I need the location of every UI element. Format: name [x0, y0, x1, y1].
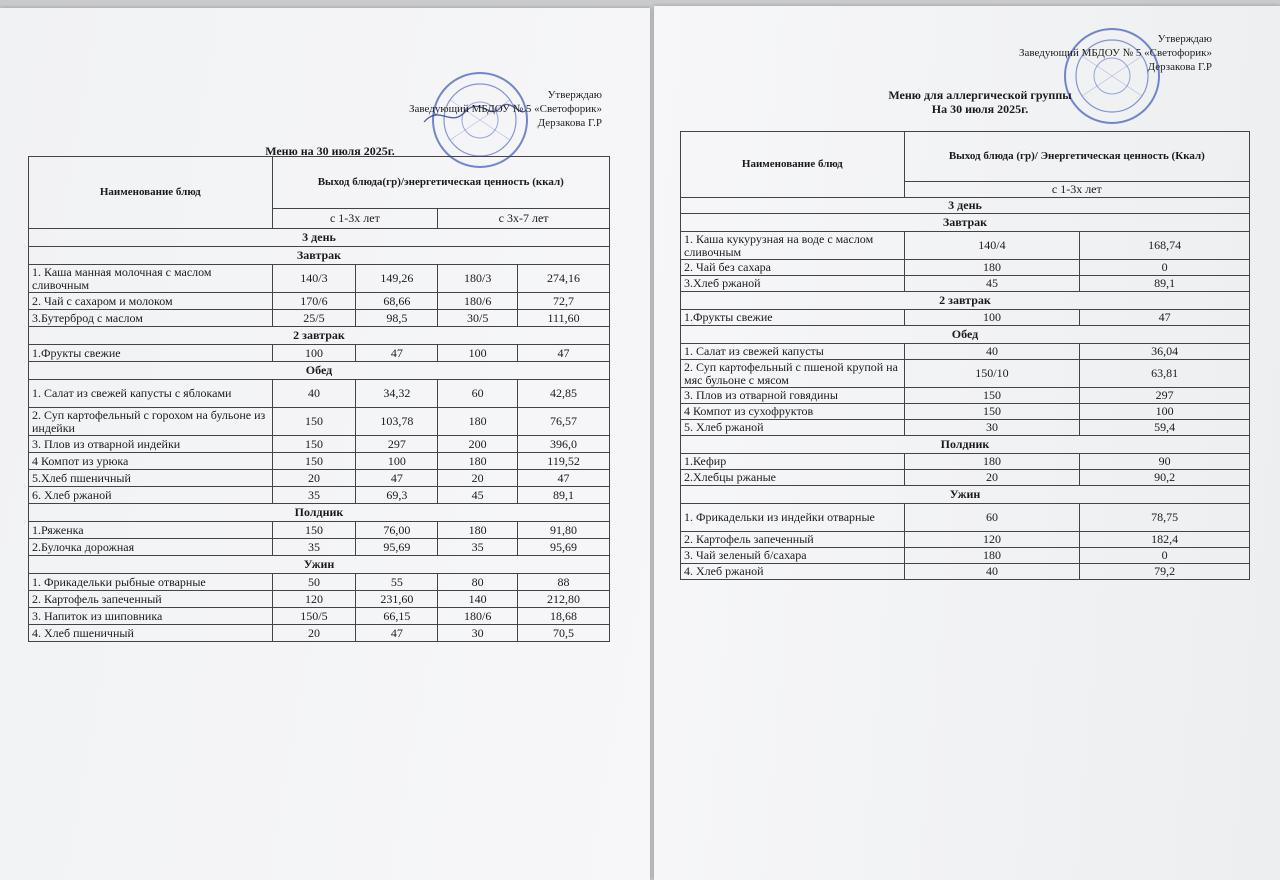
dish-name: 3.Бутерброд с маслом	[29, 310, 273, 327]
value-cell: 140	[438, 591, 518, 608]
table-row	[29, 487, 610, 504]
value-cell: 180/6	[438, 608, 518, 625]
right-approval-block	[960, 32, 1212, 74]
value-cell: 47	[518, 345, 610, 362]
value-cell: 30/5	[438, 310, 518, 327]
value-cell: 182,4	[1080, 532, 1250, 548]
value-cell: 89,1	[518, 487, 610, 504]
table-row	[681, 548, 1250, 564]
table-row	[29, 345, 610, 362]
column-header-name: Наименование блюд	[29, 157, 273, 229]
dish-name: 3. Плов из отварной говядины	[681, 388, 905, 404]
day-label: 3 день	[29, 229, 610, 247]
value-cell: 45	[904, 276, 1080, 292]
dish-name: 2. Картофель запеченный	[681, 532, 905, 548]
value-cell: 119,52	[518, 453, 610, 470]
value-cell: 297	[356, 436, 438, 453]
value-cell: 76,00	[356, 522, 438, 539]
table-row	[681, 470, 1250, 486]
value-cell: 180/3	[438, 265, 518, 293]
value-cell: 68,66	[356, 293, 438, 310]
table-row	[29, 539, 610, 556]
right-menu-title	[830, 88, 1130, 116]
column-header-output: Выход блюда(гр)/энергетическая ценность (ккал)	[272, 157, 609, 209]
table-row	[681, 276, 1250, 292]
value-cell: 47	[356, 625, 438, 642]
value-cell: 180	[438, 522, 518, 539]
value-cell: 35	[272, 539, 356, 556]
dish-name: 3. Напиток из шиповника	[29, 608, 273, 625]
value-cell: 100	[1080, 404, 1250, 420]
value-cell: 150	[272, 408, 356, 436]
value-cell: 103,78	[356, 408, 438, 436]
value-cell: 35	[438, 539, 518, 556]
table-row	[29, 380, 610, 408]
value-cell: 149,26	[356, 265, 438, 293]
value-cell: 180	[438, 453, 518, 470]
value-cell: 231,60	[356, 591, 438, 608]
value-cell: 18,68	[518, 608, 610, 625]
value-cell: 20	[272, 470, 356, 487]
value-cell: 66,15	[356, 608, 438, 625]
value-cell: 25/5	[272, 310, 356, 327]
value-cell: 297	[1080, 388, 1250, 404]
value-cell: 120	[904, 532, 1080, 548]
approval-person: Дерзакова Г.Р	[1147, 61, 1212, 73]
value-cell: 150	[904, 404, 1080, 420]
value-cell: 79,2	[1080, 564, 1250, 580]
meal-section-title: 2 завтрак	[681, 292, 1250, 310]
value-cell: 60	[438, 380, 518, 408]
value-cell: 59,4	[1080, 420, 1250, 436]
value-cell: 76,57	[518, 408, 610, 436]
meal-section-title: Завтрак	[29, 247, 610, 265]
dish-name: 1.Фрукты свежие	[29, 345, 273, 362]
value-cell: 180	[438, 408, 518, 436]
meal-section-title: Полдник	[681, 436, 1250, 454]
value-cell: 170/6	[272, 293, 356, 310]
dish-name: 5.Хлеб пшеничный	[29, 470, 273, 487]
dish-name: 2. Чай с сахаром и молоком	[29, 293, 273, 310]
dish-name: 4. Хлеб пшеничный	[29, 625, 273, 642]
left-approval-block	[340, 88, 602, 130]
table-row	[29, 408, 610, 436]
value-cell: 0	[1080, 548, 1250, 564]
value-cell: 55	[356, 574, 438, 591]
value-cell: 30	[438, 625, 518, 642]
value-cell: 200	[438, 436, 518, 453]
value-cell: 80	[438, 574, 518, 591]
table-row	[681, 420, 1250, 436]
value-cell: 91,80	[518, 522, 610, 539]
value-cell: 30	[904, 420, 1080, 436]
value-cell: 95,69	[356, 539, 438, 556]
dish-name: 2.Булочка дорожная	[29, 539, 273, 556]
value-cell: 95,69	[518, 539, 610, 556]
meal-section-title: 2 завтрак	[29, 327, 610, 345]
dish-name: 6. Хлеб ржаной	[29, 487, 273, 504]
dish-name: 1. Каша кукурузная на воде с маслом сливочным	[681, 232, 905, 260]
day-label: 3 день	[681, 198, 1250, 214]
dish-name: 2. Суп картофельный с пшеной крупой на мяс бульоне с мясом	[681, 360, 905, 388]
column-header-age-1-3: с 1-3х лет	[904, 182, 1249, 198]
value-cell: 168,74	[1080, 232, 1250, 260]
table-row	[681, 260, 1250, 276]
value-cell: 100	[356, 453, 438, 470]
value-cell: 42,85	[518, 380, 610, 408]
value-cell: 100	[272, 345, 356, 362]
meal-section-title: Ужин	[681, 486, 1250, 504]
value-cell: 47	[356, 470, 438, 487]
value-cell: 20	[904, 470, 1080, 486]
value-cell: 180	[904, 454, 1080, 470]
value-cell: 150	[272, 522, 356, 539]
table-row	[29, 470, 610, 487]
dish-name: 1. Фрикадельки рыбные отварные	[29, 574, 273, 591]
dish-name: 1. Фрикадельки из индейки отварные	[681, 504, 905, 532]
table-row	[681, 504, 1250, 532]
value-cell: 40	[272, 380, 356, 408]
table-row	[681, 454, 1250, 470]
table-row	[29, 293, 610, 310]
table-row	[681, 360, 1250, 388]
dish-name: 1.Фрукты свежие	[681, 310, 905, 326]
value-cell: 78,75	[1080, 504, 1250, 532]
table-row	[29, 608, 610, 625]
right-title-line-1: Меню для аллергической группы	[888, 88, 1072, 102]
dish-name: 3. Плов из отварной индейки	[29, 436, 273, 453]
value-cell: 140/4	[904, 232, 1080, 260]
table-row	[29, 625, 610, 642]
value-cell: 35	[272, 487, 356, 504]
column-header-age-3-7: с 3х-7 лет	[438, 209, 610, 229]
dish-name: 4 Компот из урюка	[29, 453, 273, 470]
dish-name: 1.Ряженка	[29, 522, 273, 539]
value-cell: 0	[1080, 260, 1250, 276]
value-cell: 47	[1080, 310, 1250, 326]
value-cell: 100	[438, 345, 518, 362]
table-row	[29, 591, 610, 608]
meal-section-title: Обед	[29, 362, 610, 380]
dish-name: 2. Картофель запеченный	[29, 591, 273, 608]
table-row	[29, 265, 610, 293]
value-cell: 34,32	[356, 380, 438, 408]
dish-name: 5. Хлеб ржаной	[681, 420, 905, 436]
value-cell: 150	[272, 436, 356, 453]
value-cell: 88	[518, 574, 610, 591]
dish-name: 2. Суп картофельный с горохом на бульоне из индейки	[29, 408, 273, 436]
approval-word: Утверждаю	[1157, 33, 1212, 45]
value-cell: 47	[518, 470, 610, 487]
value-cell: 40	[904, 564, 1080, 580]
dish-name: 1. Салат из свежей капусты с яблоками	[29, 380, 273, 408]
column-header-age-1-3: с 1-3х лет	[272, 209, 438, 229]
table-row	[681, 310, 1250, 326]
approval-word: Утверждаю	[547, 89, 602, 101]
column-header-name: Наименование блюд	[681, 132, 905, 198]
value-cell: 72,7	[518, 293, 610, 310]
right-menu-table	[680, 131, 1250, 580]
table-row	[681, 564, 1250, 580]
approval-head: Заведующий МБДОУ № 5 «Светофорик»	[1019, 47, 1212, 59]
value-cell: 180	[904, 260, 1080, 276]
value-cell: 274,16	[518, 265, 610, 293]
meal-section-title: Завтрак	[681, 214, 1250, 232]
value-cell: 20	[272, 625, 356, 642]
dish-name: 3. Чай зеленый б/сахара	[681, 548, 905, 564]
value-cell: 120	[272, 591, 356, 608]
value-cell: 50	[272, 574, 356, 591]
value-cell: 98,5	[356, 310, 438, 327]
column-header-output: Выход блюда (гр)/ Энергетическая ценность (Ккал)	[904, 132, 1249, 182]
approval-head: Заведующий МБДОУ № 5 «Светофорик»	[409, 103, 602, 115]
left-menu-table	[28, 156, 610, 642]
value-cell: 60	[904, 504, 1080, 532]
table-row	[29, 574, 610, 591]
right-title-line-2: На 30 июля 2025г.	[931, 102, 1029, 116]
value-cell: 150/5	[272, 608, 356, 625]
value-cell: 90,2	[1080, 470, 1250, 486]
value-cell: 70,5	[518, 625, 610, 642]
value-cell: 20	[438, 470, 518, 487]
value-cell: 89,1	[1080, 276, 1250, 292]
table-row	[29, 522, 610, 539]
table-row	[681, 232, 1250, 260]
value-cell: 140/3	[272, 265, 356, 293]
value-cell: 45	[438, 487, 518, 504]
value-cell: 69,3	[356, 487, 438, 504]
value-cell: 40	[904, 344, 1080, 360]
value-cell: 47	[356, 345, 438, 362]
value-cell: 180/6	[438, 293, 518, 310]
table-row	[681, 532, 1250, 548]
dish-name: 1. Салат из свежей капусты	[681, 344, 905, 360]
meal-section-title: Полдник	[29, 504, 610, 522]
approval-person: Дерзакова Г.Р	[537, 117, 602, 129]
value-cell: 90	[1080, 454, 1250, 470]
value-cell: 100	[904, 310, 1080, 326]
table-row	[681, 344, 1250, 360]
dish-name: 4 Компот из сухофруктов	[681, 404, 905, 420]
value-cell: 36,04	[1080, 344, 1250, 360]
value-cell: 150	[272, 453, 356, 470]
table-row	[29, 453, 610, 470]
value-cell: 212,80	[518, 591, 610, 608]
value-cell: 63,81	[1080, 360, 1250, 388]
dish-name: 1. Каша манная молочная с маслом сливочным	[29, 265, 273, 293]
left-menu-title: Меню на 30 июля 2025г.	[265, 144, 395, 158]
value-cell: 150	[904, 388, 1080, 404]
meal-section-title: Обед	[681, 326, 1250, 344]
value-cell: 111,60	[518, 310, 610, 327]
dish-name: 2.Хлебцы ржаные	[681, 470, 905, 486]
dish-name: 4. Хлеб ржаной	[681, 564, 905, 580]
value-cell: 396,0	[518, 436, 610, 453]
table-row	[29, 436, 610, 453]
value-cell: 180	[904, 548, 1080, 564]
table-row	[29, 310, 610, 327]
table-row	[681, 404, 1250, 420]
table-row	[681, 388, 1250, 404]
dish-name: 1.Кефир	[681, 454, 905, 470]
meal-section-title: Ужин	[29, 556, 610, 574]
dish-name: 2. Чай без сахара	[681, 260, 905, 276]
dish-name: 3.Хлеб ржаной	[681, 276, 905, 292]
value-cell: 150/10	[904, 360, 1080, 388]
